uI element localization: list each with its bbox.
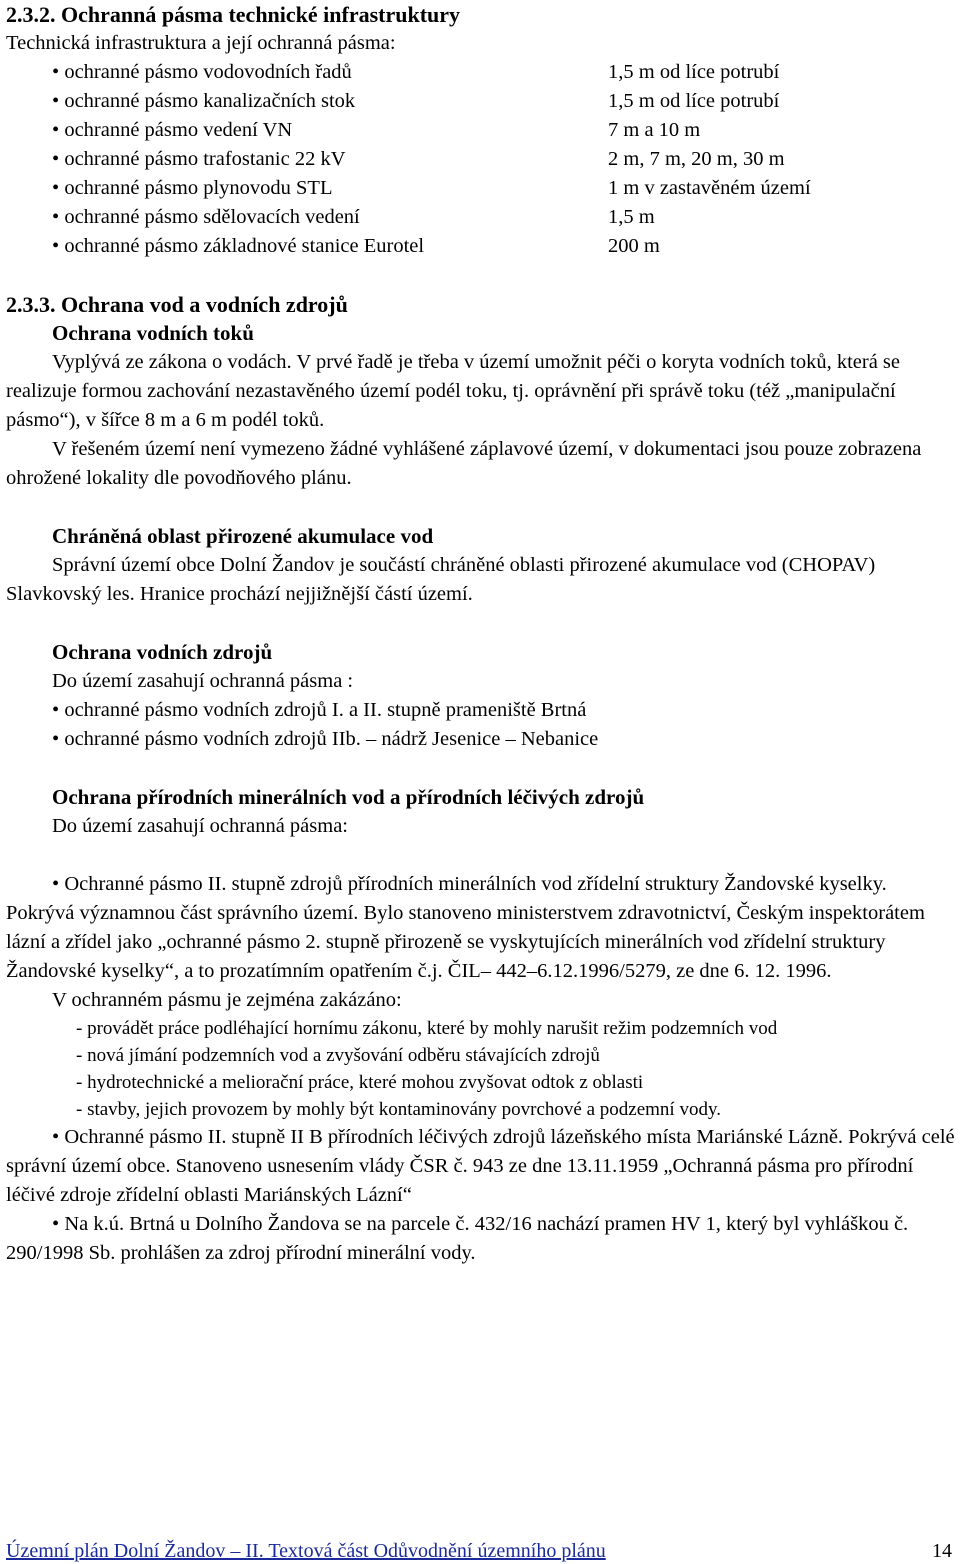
infra-row xyxy=(6,145,956,174)
infra-intro: Technická infrastruktura a její ochranná pásma: xyxy=(6,32,396,54)
infra-label: • ochranné pásmo kanalizačních stok xyxy=(6,87,608,116)
page-footer xyxy=(6,1538,952,1564)
infra-value: 1,5 m od líce potrubí xyxy=(608,90,780,112)
infra-value: 2 m, 7 m, 20 m, 30 m xyxy=(608,148,785,170)
infra-value: 1 m v zastavěném území xyxy=(608,177,811,199)
dash-item: - stavby, jejich provozem by mohly být kontaminovány povrchové a podzemní vody. xyxy=(76,1099,721,1120)
infra-label: • ochranné pásmo základnové stanice Eurotel xyxy=(6,232,608,261)
infra-value: 7 m a 10 m xyxy=(608,119,701,141)
infra-label: • ochranné pásmo vedení VN xyxy=(6,116,608,145)
paragraph: V ochranném pásmu je zejména zakázáno: xyxy=(52,989,402,1011)
infra-row xyxy=(6,116,956,145)
paragraph: Správní území obce Dolní Žandov je součástí chráněné oblasti přirozené akumulace vod (CHOPAV) Slavkovský les. Hranice prochází nejjižnější částí území. xyxy=(6,554,876,605)
infra-value: 1,5 m xyxy=(608,206,655,228)
list-item: • ochranné pásmo vodních zdrojů IIb. – nádrž Jesenice – Nebanice xyxy=(6,725,956,754)
infra-label: • ochranné pásmo trafostanic 22 kV xyxy=(6,145,608,174)
dash-item: - hydrotechnické a meliorační práce, které mohou zvyšovat odtok z oblasti xyxy=(76,1072,644,1093)
bullet-paragraph: • Ochranné pásmo II. stupně zdrojů přírodních minerálních vod zřídelní struktury Žandovské kyselky. Pokrývá významnou část správního území. Bylo stanoveno ministerstvem zdravotnictví, Českým inspektorátem lázní a zřídel jako „ochranné pásmo 2. stupně přirozeně se vyskytujících minerálních vod zřídelní struktury Žandovské kyselky“, a to prozatímním opatřením č.j. ČIL– 442–6.12.1996/5279, ze dne 6. 12. 1996. xyxy=(6,870,956,986)
infra-list xyxy=(6,58,956,261)
section-heading-2-3-2: 2.3.2. Ochranná pásma technické infrastruktury xyxy=(6,2,461,27)
infra-label: • ochranné pásmo vodovodních řadů xyxy=(6,58,608,87)
footer-title: Územní plán Dolní Žandov – II. Textová část Odůvodnění územního plánu xyxy=(6,1540,606,1562)
bullet-paragraph: • Ochranné pásmo II. stupně II B přírodních léčivých zdrojů lázeňského místa Mariánské Lázně. Pokrývá celé správní území obce. Stanoveno usnesením vlády ČSR č. 943 ze dne 13.11.1959 „Ochranná pásma pro přírodní léčivé zdroje zřídelní oblasti Mariánských Lázní“ xyxy=(6,1123,956,1210)
subheading-ochrana-zdroju: Ochrana vodních zdrojů xyxy=(52,640,273,664)
paragraph: Do území zasahují ochranná pásma: xyxy=(52,815,348,837)
section-heading-2-3-3: 2.3.3. Ochrana vod a vodních zdrojů xyxy=(6,292,348,317)
subheading-mineralni-vody: Ochrana přírodních minerálních vod a přírodních léčivých zdrojů xyxy=(52,785,645,809)
infra-row xyxy=(6,58,956,87)
document-page xyxy=(6,0,956,1268)
subheading-chopav: Chráněná oblast přirozené akumulace vod xyxy=(52,524,434,548)
infra-row xyxy=(6,203,956,232)
bullet-paragraph: • Na k.ú. Brtná u Dolního Žandova se na parcele č. 432/16 nachází pramen HV 1, který byl vyhláškou č. 290/1998 Sb. prohlášen za zdroj přírodní minerální vody. xyxy=(6,1210,956,1268)
paragraph: V řešeném území není vymezeno žádné vyhlášené záplavové území, v dokumentaci jsou pouze zobrazena ohrožené lokality dle povodňového plánu. xyxy=(6,438,922,489)
page-number: 14 xyxy=(932,1540,952,1562)
infra-row xyxy=(6,87,956,116)
dash-item: - provádět práce podléhající hornímu zákonu, které by mohly narušit režim podzemních vod xyxy=(76,1018,778,1039)
subheading-ochrana-toku: Ochrana vodních toků xyxy=(52,321,254,345)
paragraph: Vyplývá ze zákona o vodách. V prvé řadě je třeba v území umožnit péči o koryta vodních toků, která se realizuje formou zachování nezastavěného území podél toku, tj. oprávnění při správě toku (též „manipulační pásmo“), v šířce 8 m a 6 m podél toků. xyxy=(6,351,900,431)
infra-row xyxy=(6,232,956,261)
infra-value: 1,5 m od líce potrubí xyxy=(608,61,780,83)
list-item: • ochranné pásmo vodních zdrojů I. a II. stupně prameniště Brtná xyxy=(6,696,956,725)
infra-row xyxy=(6,174,956,203)
infra-label: • ochranné pásmo sdělovacích vedení xyxy=(6,203,608,232)
dash-item: - nová jímání podzemních vod a zvyšování odběru stávajících zdrojů xyxy=(76,1045,600,1066)
infra-value: 200 m xyxy=(608,235,660,257)
infra-label: • ochranné pásmo plynovodu STL xyxy=(6,174,608,203)
paragraph: Do území zasahují ochranná pásma : xyxy=(52,670,354,692)
